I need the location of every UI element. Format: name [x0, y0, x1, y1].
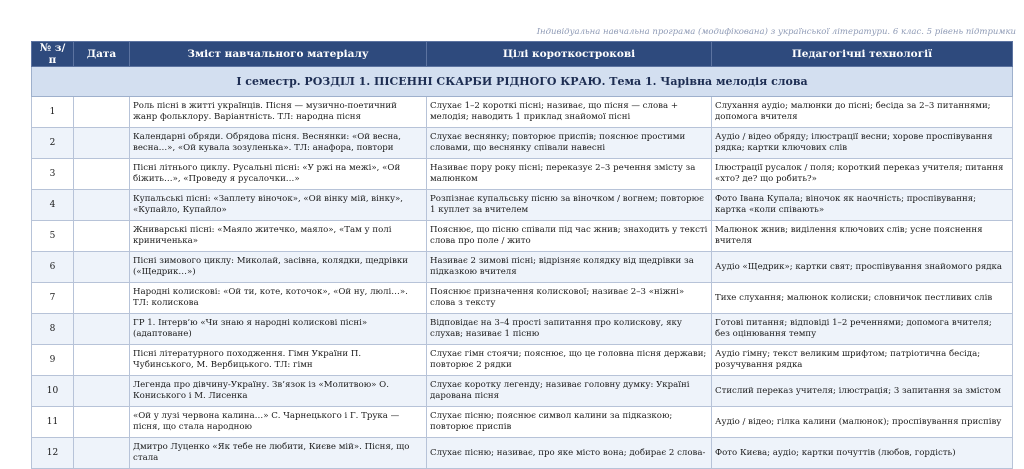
column-header-goals: Цілі короткострокові [427, 42, 712, 67]
cell-date [74, 190, 130, 221]
cell-goals: Пояснює призначення колискової; називає 2–3 «ніжні» слова з тексту [427, 283, 712, 314]
cell-date [74, 438, 130, 469]
cell-goals: Розпізнає купальську пісню за віночком / вогнем; повторює 1 куплет за вчителем [427, 190, 712, 221]
cell-goals: Слухає коротку легенду; називає головну думку: Україні дарована пісня [427, 376, 712, 407]
table-row [32, 314, 1013, 345]
cell-technologies: Аудіо «Щедрик»; картки свят; проспівування знайомого рядка [712, 252, 1013, 283]
cell-date [74, 221, 130, 252]
cell-date [74, 283, 130, 314]
cell-content: Роль пісні в житті українців. Пісня — музично-поетичний жанр фольклору. Варіантність. ТЛ: народна пісня [130, 97, 427, 128]
cell-goals: Слухає веснянку; повторює приспів; пояснює простими словами, що веснянку співали навесні [427, 128, 712, 159]
cell-date [74, 314, 130, 345]
cell-goals: Слухає пісню; називає, про яке місто вона; добирає 2 слова- [427, 438, 712, 469]
cell-number: 3 [32, 159, 74, 190]
cell-number: 9 [32, 345, 74, 376]
cell-number: 8 [32, 314, 74, 345]
cell-date [74, 97, 130, 128]
cell-date [74, 407, 130, 438]
cell-date [74, 159, 130, 190]
table-row [32, 376, 1013, 407]
cell-technologies: Слухання аудіо; малюнки до пісні; бесіда за 2–3 питаннями; допомога вчителя [712, 97, 1013, 128]
cell-goals: Відповідає на 3–4 прості запитання про колискову, яку слухав; називає 1 пісню [427, 314, 712, 345]
cell-number: 5 [32, 221, 74, 252]
cell-content: ГР 1. Інтерв’ю «Чи знаю я народні колискові пісні» (адаптоване) [130, 314, 427, 345]
cell-content: Пісні літературного походження. Гімн України П. Чубинського, М. Вербицького. ТЛ: гімн [130, 345, 427, 376]
column-header-date: Дата [74, 42, 130, 67]
cell-number: 2 [32, 128, 74, 159]
cell-goals: Слухає гімн стоячи; пояснює, що це головна пісня держави; повторює 2 рядки [427, 345, 712, 376]
table-row [32, 345, 1013, 376]
cell-goals: Слухає 1–2 короткі пісні; називає, що пісня — слова + мелодія; наводить 1 приклад знайомої пісні [427, 97, 712, 128]
cell-technologies: Фото Івана Купала; віночок як наочність; проспівування; картка «коли співають» [712, 190, 1013, 221]
cell-date [74, 376, 130, 407]
cell-number: 11 [32, 407, 74, 438]
cell-content: Пісні зимового циклу: Миколай, засівна, колядки, щедрівки («Щедрик…») [130, 252, 427, 283]
cell-content: Пісні літнього циклу. Русальні пісні: «У ржі на межі», «Ой біжить…», «Проведу я русалочки…» [130, 159, 427, 190]
cell-content: «Ой у лузі червона калина…» С. Чарнецького і Г. Трука — пісня, що стала народною [130, 407, 427, 438]
column-header-technologies: Педагогічні технології [712, 42, 1013, 67]
table-row [32, 283, 1013, 314]
cell-number: 4 [32, 190, 74, 221]
cell-technologies: Аудіо гімну; текст великим шрифтом; патріотична бесіда; розучування рядка [712, 345, 1013, 376]
cell-technologies: Ілюстрації русалок / поля; короткий переказ учителя; питання «хто? де? що робить?» [712, 159, 1013, 190]
table-row [32, 159, 1013, 190]
cell-number: 6 [32, 252, 74, 283]
column-header-content: Зміст навчального матеріалу [130, 42, 427, 67]
cell-date [74, 128, 130, 159]
table-row [32, 407, 1013, 438]
cell-date [74, 252, 130, 283]
cell-technologies: Аудіо / відео обряду; ілюстрації весни; хорове проспівування рядка; картки ключових слів [712, 128, 1013, 159]
table-row [32, 128, 1013, 159]
cell-goals: Називає 2 зимові пісні; відрізняє колядку від щедрівки за підказкою вчителя [427, 252, 712, 283]
cell-number: 10 [32, 376, 74, 407]
cell-number: 12 [32, 438, 74, 469]
cell-number: 7 [32, 283, 74, 314]
section-title: I семестр. РОЗДІЛ 1. ПІСЕННІ СКАРБИ РІДНОГО КРАЮ. Тема 1. Чарівна мелодія слова [32, 67, 1013, 97]
running-header: Індивідуальна навчальна програма (модифікована) з української літератури. 6 клас. 5 рівень підтримки [536, 27, 1016, 37]
cell-content: Дмитро Луценко «Як тебе не любити, Києве мій». Пісня, що стала [130, 438, 427, 469]
cell-technologies: Фото Києва; аудіо; картки почуттів (любов, гордість) [712, 438, 1013, 469]
cell-goals: Пояснює, що пісню співали під час жнив; знаходить у тексті слова про поле / жито [427, 221, 712, 252]
cell-number: 1 [32, 97, 74, 128]
column-header-number: № з/п [32, 42, 74, 67]
table-row [32, 190, 1013, 221]
table-header-row [32, 42, 1013, 67]
cell-technologies: Малюнок жнив; виділення ключових слів; усне пояснення вчителя [712, 221, 1013, 252]
cell-content: Календарні обряди. Обрядова пісня. Веснянки: «Ой весна, весна…», «Ой кувала зозуленька». ТЛ: анафора, повтори [130, 128, 427, 159]
cell-content: Купальські пісні: «Заплету віночок», «Ой вінку мій, вінку», «Купайло, Купайло» [130, 190, 427, 221]
cell-content: Народні колискові: «Ой ти, коте, коточок», «Ой ну, люлі…». ТЛ: колискова [130, 283, 427, 314]
cell-technologies: Тихе слухання; малюнок колиски; словничок пестливих слів [712, 283, 1013, 314]
cell-technologies: Аудіо / відео; гілка калини (малюнок); проспівування приспіву [712, 407, 1013, 438]
cell-content: Легенда про дівчину-Україну. Зв’язок із «Молитвою» О. Кониського і М. Лисенка [130, 376, 427, 407]
cell-content: Жниварські пісні: «Маяло житечко, маяло», «Там у полі криниченька» [130, 221, 427, 252]
cell-technologies: Стислий переказ учителя; ілюстрація; 3 запитання за змістом [712, 376, 1013, 407]
cell-goals: Називає пору року пісні; переказує 2–3 речення змісту за малюнком [427, 159, 712, 190]
table-row [32, 252, 1013, 283]
cell-goals: Слухає пісню; пояснює символ калини за підказкою; повторює приспів [427, 407, 712, 438]
cell-technologies: Готові питання; відповіді 1–2 реченнями; допомога вчителя; без оцінювання темпу [712, 314, 1013, 345]
table-row [32, 438, 1013, 469]
cell-date [74, 345, 130, 376]
curriculum-table [31, 41, 1013, 469]
section-row [32, 67, 1013, 97]
table-row [32, 221, 1013, 252]
table-row [32, 97, 1013, 128]
